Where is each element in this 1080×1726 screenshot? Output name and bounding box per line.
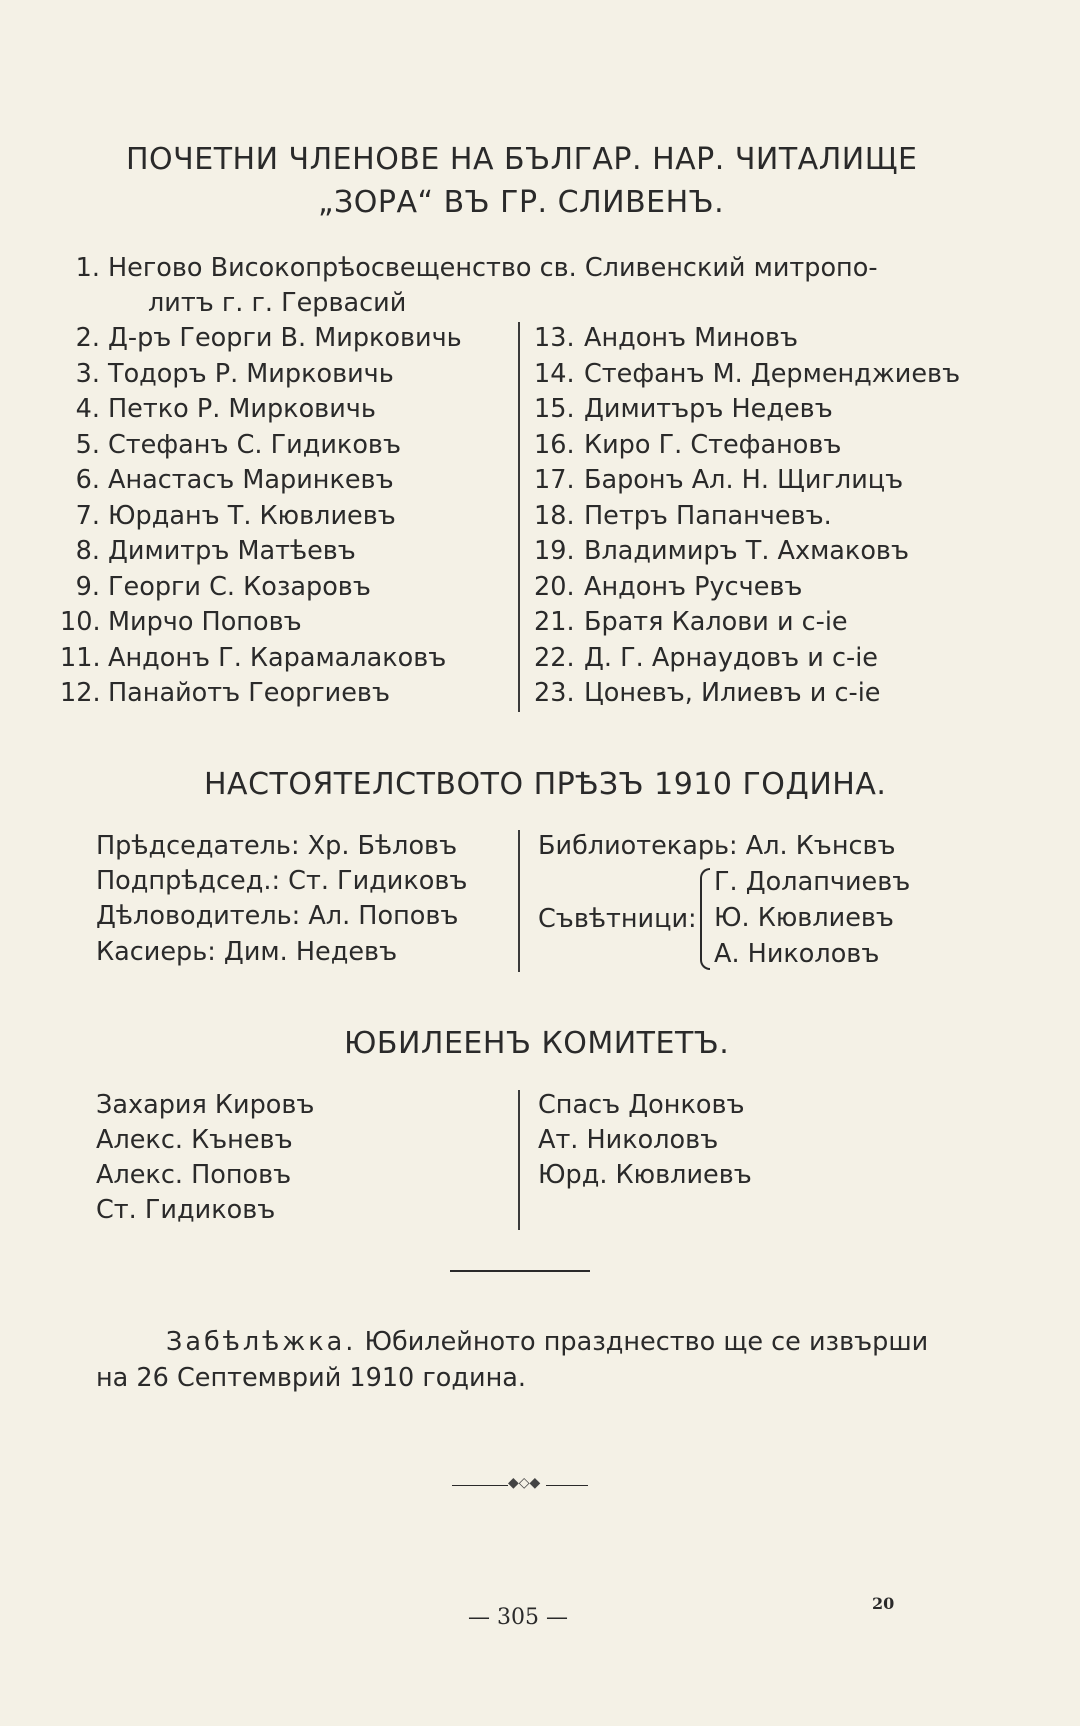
councillors-brace <box>700 868 710 970</box>
committee-member: Алекс. Поповъ <box>96 1160 292 1190</box>
list-item <box>534 569 802 605</box>
list-number: 23. <box>534 678 575 708</box>
list-item <box>60 427 401 463</box>
list-item <box>60 675 390 711</box>
list-item <box>534 356 960 392</box>
board-councillor-2: Ю. Кювлиевъ <box>714 903 894 933</box>
list-item <box>534 640 878 676</box>
list-number: 14. <box>534 358 575 389</box>
list-item <box>534 604 848 640</box>
list-number: 13. <box>534 323 575 353</box>
list-number: 2. <box>75 323 100 353</box>
column-divider <box>518 322 520 712</box>
list-item <box>534 498 832 534</box>
list-name: Мирчо Поповъ <box>108 607 302 637</box>
list-name: Стефанъ М. Дерменджиевъ <box>584 358 961 389</box>
committee-heading: ЮБИЛЕЕНЪ КОМИТЕТЪ. <box>344 1026 730 1061</box>
committee-member: Ст. Гидиковъ <box>96 1195 276 1225</box>
list-name: Димитръ Матѣевъ <box>108 536 356 566</box>
list-name: Петко Р. Мирковичь <box>108 394 376 424</box>
board-heading: НАСТОЯТЕЛСТВОТО ПРѢЗЪ 1910 ГОДИНА. <box>204 767 887 802</box>
ornament-left <box>452 1485 508 1486</box>
note-line-2: на 26 Септемврий 1910 година. <box>96 1363 526 1393</box>
list-number: 10. <box>60 607 101 637</box>
list-name: Цоневъ, Илиевъ и с-іе <box>584 678 881 708</box>
list-item <box>534 391 833 427</box>
list-number: 6. <box>75 465 100 495</box>
board-member-3: Дѣловодитель: Ал. Поповъ <box>96 901 459 931</box>
list-number: 18. <box>534 500 575 531</box>
board-member-4: Касиерь: Дим. Недевъ <box>96 937 398 967</box>
list-name: Димитъръ Недевъ <box>584 394 833 424</box>
note-label: Забѣлѣжка. <box>166 1327 357 1357</box>
list-number: 11. <box>60 642 101 673</box>
list-item <box>60 391 376 427</box>
list-item <box>60 640 446 676</box>
ornament-icon: ◆◇◆ <box>508 1475 541 1491</box>
note-text: Юбилейното празднество ще се извърши <box>364 1327 929 1357</box>
committee-member: Захария Кировъ <box>96 1090 315 1120</box>
page-number: — 305 — <box>468 1605 568 1630</box>
list-name: Тодоръ Р. Мирковичь <box>108 358 394 389</box>
board-councillor-3: А. Николовъ <box>714 939 880 969</box>
list-item <box>60 320 462 356</box>
committee-member: Юрд. Кювлиевъ <box>538 1160 752 1190</box>
list-number: 22. <box>534 642 575 673</box>
list-number: 15. <box>534 394 575 424</box>
honorary-item-1-cont: литъ г. г. Гервасий <box>148 288 407 318</box>
list-item <box>534 320 798 356</box>
board-councillors-label: Съвѣтници: <box>538 904 697 934</box>
honorary-item-1 <box>60 250 878 286</box>
list-item <box>534 675 880 711</box>
list-name: Панайотъ Георгиевъ <box>108 678 390 708</box>
list-name: Д-ръ Георги В. Мирковичь <box>108 323 462 353</box>
board-councillor-1: Г. Долапчиевъ <box>714 867 911 897</box>
committee-member: Алекс. Къневъ <box>96 1125 293 1155</box>
list-name: Киро Г. Стефановъ <box>584 429 842 460</box>
list-item <box>534 427 841 463</box>
list-name: Андонъ Русчевъ <box>584 571 803 602</box>
list-number: 1. <box>75 253 100 283</box>
list-number: 19. <box>534 536 575 566</box>
list-name: Анастасъ Маринкевъ <box>108 465 394 495</box>
list-name: Андонъ Г. Карамалаковъ <box>108 642 447 673</box>
board-member-2: Подпрѣдсед.: Ст. Гидиковъ <box>96 866 468 896</box>
list-item <box>60 604 302 640</box>
list-item <box>60 462 394 498</box>
printer-signature: 20 <box>872 1594 895 1613</box>
list-number: 4. <box>75 394 100 424</box>
list-item <box>534 462 903 498</box>
list-number: 12. <box>60 678 101 708</box>
list-name: Стефанъ С. Гидиковъ <box>108 429 401 460</box>
title-line-2: „ЗОРА“ ВЪ ГР. СЛИВЕНЪ. <box>318 185 725 220</box>
list-name: Андонъ Миновъ <box>584 323 799 353</box>
list-name: Юрданъ Т. Кювлиевъ <box>108 500 396 531</box>
ornament-right <box>546 1485 588 1486</box>
list-number: 5. <box>75 429 100 460</box>
list-number: 9. <box>75 571 100 602</box>
list-item <box>60 533 356 569</box>
list-name: Петръ Папанчевъ. <box>584 500 832 531</box>
list-item <box>534 533 909 569</box>
list-number: 21. <box>534 607 575 637</box>
list-number: 3. <box>75 358 100 389</box>
note-line-1 <box>166 1324 928 1360</box>
list-name: Владимиръ Т. Ахмаковъ <box>584 536 909 566</box>
list-item <box>60 569 371 605</box>
list-name: Негово Високопрѣосвещенство св. Сливенский митропо- <box>108 253 878 283</box>
section-rule <box>450 1270 590 1272</box>
list-number: 8. <box>75 536 100 566</box>
committee-member: Спасъ Донковъ <box>538 1090 745 1120</box>
list-item <box>60 498 396 534</box>
column-divider <box>518 830 520 972</box>
board-member-1: Прѣдседатель: Хр. Бѣловъ <box>96 831 458 861</box>
list-name: Баронъ Ал. Н. Щиглицъ <box>584 465 904 495</box>
column-divider <box>518 1090 520 1230</box>
list-name: Георги С. Козаровъ <box>108 571 371 602</box>
list-item <box>60 356 394 392</box>
list-number: 16. <box>534 429 575 460</box>
list-number: 7. <box>75 500 100 531</box>
list-number: 17. <box>534 465 575 495</box>
list-name: Братя Калови и с-іе <box>584 607 848 637</box>
list-name: Д. Г. Арнаудовъ и с-іе <box>584 642 878 673</box>
list-number: 20. <box>534 571 575 602</box>
committee-member: Ат. Николовъ <box>538 1125 719 1155</box>
title-line-1: ПОЧЕТНИ ЧЛЕНОВЕ НА БЪЛГАР. НАР. ЧИТАЛИЩЕ <box>126 142 918 177</box>
board-librarian: Библиотекарь: Ал. Кънсвъ <box>538 831 896 861</box>
